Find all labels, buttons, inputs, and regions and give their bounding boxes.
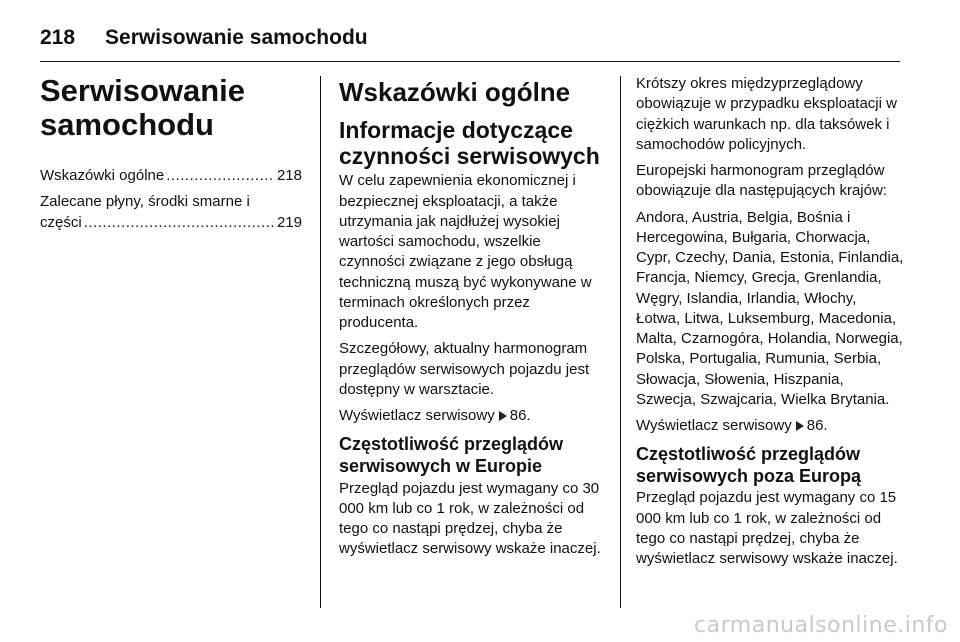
subsection-title-europe-intervals: Częstotliwość przeglądów serwisowych w Europie <box>339 434 564 477</box>
page-number: 218 <box>40 26 76 49</box>
toc-label-continued: części <box>40 213 82 231</box>
column-toc <box>40 74 302 239</box>
paragraph: Przegląd pojazdu jest wymagany co 15 000 km lub co 1 rok, w zależności od tego co nastąpi prędzej, chyba że wyświetlacz serwisowy wskaże inaczej. <box>636 489 898 568</box>
paragraph-with-reference: Wyświetlacz serwisowy 86. <box>636 417 828 434</box>
paragraph-country-list: Andora, Austria, Belgia, Bośnia i Hercegowina, Bułgaria, Chorwacja, Cypr, Czechy, Dania, Estonia, Finlandia, Francja, Niemcy, Grecja, Grenlandia, Węgry, Islandia, Irlandia, Włochy, Łotwa, Litwa, Luksemburg, Macedonia, Malta, Czarnogóra, Holandia, Norwegia, Polska, Portugalia, Rumunia, Serbia, Słowacja, Słowenia, Hiszpania, Szwecja, Szwajcaria, Wielka Brytania. <box>636 208 904 408</box>
section-title: Wskazówki ogólne <box>339 77 571 107</box>
page-reference-link[interactable]: 86. <box>792 417 828 434</box>
page-reference-link[interactable]: 86. <box>495 407 531 424</box>
paragraph-with-reference: Wyświetlacz serwisowy 86. <box>339 407 531 425</box>
toc-leader-dots <box>84 213 275 233</box>
arrow-right-icon <box>499 411 507 421</box>
column-general-info <box>339 74 605 566</box>
toc-label: Zalecane płyny, środki smarne i <box>40 193 250 211</box>
watermark: carmanualsonline.info <box>694 613 948 638</box>
column-divider-left <box>320 76 321 608</box>
column-intervals <box>636 74 904 575</box>
toc-page-number: 218 <box>276 167 302 185</box>
paragraph: Krótszy okres międzyprzeglądowy obowiązuje w przypadku eksploatacji w ciężkich warunkach np. dla taksówek i samochodów policyjnych. <box>636 75 897 153</box>
column-divider-right <box>620 76 621 608</box>
subsection-title-service-info: Informacje dotyczące czynności serwisowych <box>339 116 600 170</box>
header-rule <box>40 61 900 62</box>
paragraph: Szczegółowy, aktualny harmonogram przeglądów serwisowych pojazdu jest dostępny w warsztacie. <box>339 340 590 398</box>
toc-page-number: 219 <box>276 213 302 231</box>
chapter-title: Serwisowanie samochodu <box>40 73 246 143</box>
paragraph: W celu zapewnienia ekonomicznej i bezpiecznej eksploatacji, a także utrzymania jak najdłużej wysokiej wartości samochodu, wszelkie czynności związane z jego obsługą techniczną muszą być wykonywane w terminach określonych przez producenta. <box>339 172 592 332</box>
paragraph: Europejski harmonogram przeglądów obowiązuje dla następujących krajów: <box>636 162 887 200</box>
toc-item-fluids-lubricants[interactable] <box>40 192 302 233</box>
subsection-title-outside-europe-intervals: Częstotliwość przeglądów serwisowych poza Europą <box>636 444 862 486</box>
toc-leader-dots <box>166 166 275 186</box>
toc-label: Wskazówki ogólne <box>40 167 165 185</box>
toc-item-general-info[interactable] <box>40 166 302 186</box>
paragraph: Przegląd pojazdu jest wymagany co 30 000 km lub co 1 rok, w zależności od tego co nastąpi prędzej, chyba że wyświetlacz serwisowy wskaże inaczej. <box>339 479 601 558</box>
running-title: Serwisowanie samochodu <box>105 26 368 49</box>
arrow-right-icon <box>796 421 804 431</box>
page-header <box>40 18 368 58</box>
